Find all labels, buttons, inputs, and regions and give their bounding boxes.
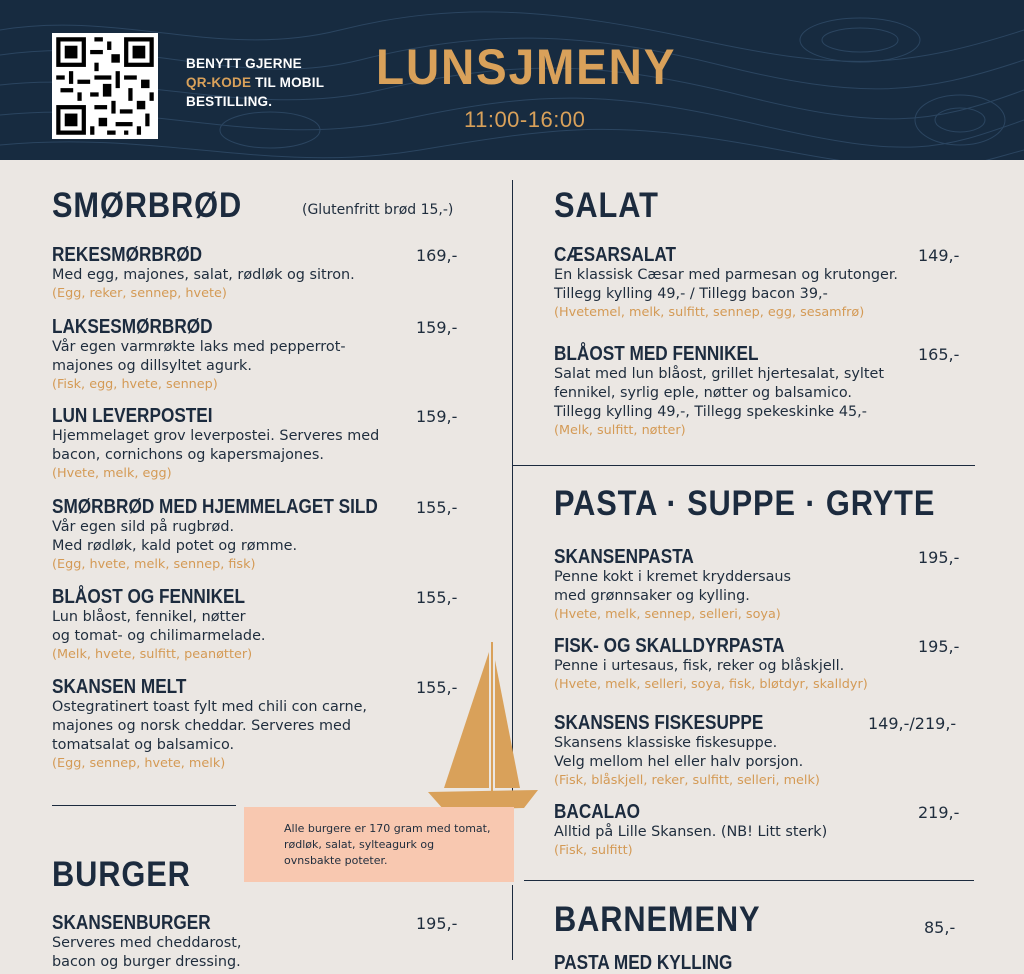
item-allergens: (Melk, sulfitt, nøtter) [554,423,686,438]
item-name: BLÅOST MED FENNIKEL [554,343,759,365]
item-price: 155,- [416,678,458,697]
item-allergens: (Hvete, melk, selleri, soya, fisk, bløtdyr, skalldyr) [554,677,868,692]
item-price: 165,- [918,345,960,364]
item-description: Skansens klassiske fiskesuppe. Velg mellom hel eller halv porsjon. [554,735,804,770]
menu-item-skansenburger [52,913,241,972]
menu-item-fiskesuppe [554,713,820,790]
menu-item-rekesmorbrod [52,245,355,303]
menu-item-laksesmorbrod [52,317,346,394]
section-title-burger: BURGER [52,855,191,894]
item-price: 149,- [918,246,960,265]
item-name: SKANSENPASTA [554,546,694,568]
section-title-salat: SALAT [554,186,659,225]
item-name: SMØRBRØD MED HJEMMELAGET SILD [52,496,378,518]
item-price: 159,- [416,407,458,426]
item-name: FISK- OG SKALLDYRPASTA [554,635,785,657]
section-title-smorbrod: SMØRBRØD [52,186,243,225]
menu-item-fisk-skalldyrpasta [554,636,868,694]
item-price: 219,- [918,803,960,822]
item-price: 195,- [918,548,960,567]
menu-item-caesarsalat [554,245,898,322]
item-name: PASTA MED KYLLING [554,952,733,974]
item-description: Vår egen varmrøkte laks med pepperrot- majones og dillsyltet agurk. [52,339,346,374]
menu-header [0,0,1024,160]
item-name: SKANSEN MELT [52,676,187,698]
item-description: En klassisk Cæsar med parmesan og krutonger. Tillegg kylling 49,- / Tillegg bacon 39,- [554,267,899,302]
item-description: Lun blåost, fennikel, nøtter og tomat- og chilimarmelade. [52,609,266,644]
menu-item-blaost-med-fennikel [554,344,884,440]
qr-instructions [186,54,356,111]
sailboat-illustration [420,640,540,815]
column-divider-top [512,180,513,470]
item-allergens: (Egg, sennep, hvete, melk) [52,756,226,771]
menu-item-skansenpasta [554,547,791,624]
qr-note-line2: TIL MOBIL [251,75,325,90]
item-description: Salat med lun blåost, grillet hjertesalat, syltet fennikel, syrlig eple, nøtter og balsamico. Tillegg kylling 49,-, Tillegg spekeskinke 45,- [554,366,885,420]
divider-pasta-barnemeny [524,880,974,881]
menu-item-skansen-melt [52,677,367,773]
item-allergens: (Hvetemel, melk, sulfitt, sennep, egg, sesamfrø) [554,305,865,320]
barnemeny-price: 85,- [924,918,956,937]
item-description: Alltid på Lille Skansen. (NB! Litt sterk) [554,824,828,840]
item-description: Penne i urtesaus, fisk, reker og blåskjell. [554,658,845,674]
item-name: SKANSENS FISKESUPPE [554,712,764,734]
item-name: BLÅOST OG FENNIKEL [52,586,246,608]
item-name: CÆSARSALAT [554,244,676,266]
item-name: LUN LEVERPOSTEI [52,405,213,427]
item-price: 155,- [416,588,458,607]
menu-item-blaost-fennikel [52,587,276,664]
qr-note-line1: BENYTT GJERNE [186,56,302,71]
item-allergens: (Melk, hvete, sulfitt, peanøtter) [52,647,253,662]
item-allergens: (Fisk, sulfitt) [554,843,633,858]
burger-info-text: Alle burgere er 170 gram med tomat, rødløk, salat, sylteagurk og ovnsbakte poteter. [284,822,491,867]
qr-note-line3: BESTILLING. [186,94,273,109]
gluten-free-note: (Glutenfritt brød 15,-) [302,202,454,218]
menu-item-lun-leverpostei [52,406,379,483]
item-allergens: (Fisk, egg, hvete, sennep) [52,377,218,392]
section-title-barnemeny: BARNEMENY [554,900,761,939]
item-description: Ostegratinert toast fylt med chili con carne, majones og norsk cheddar. Serveres med tomatsalat og balsamico. [52,699,367,753]
item-price: 195,- [416,914,458,933]
item-description: Serveres med cheddarost, bacon og burger dressing. [52,935,242,970]
menu-item-barnemeny-first [554,953,761,973]
item-description: Med egg, majones, salat, rødløk og sitron. [52,267,355,283]
menu-item-smorbrod-sild [52,497,431,574]
item-allergens: (Fisk, blåskjell, reker, sulfitt, selleri, melk) [554,773,820,788]
qr-note-accent: QR-KODE [186,75,252,90]
item-allergens: (Egg, reker, sennep, hvete) [52,286,227,301]
item-allergens: (Hvete, melk, egg) [52,466,172,481]
item-price: 155,- [416,498,458,517]
item-price: 169,- [416,246,458,265]
item-description: Hjemmelaget grov leverpostei. Serveres med bacon, cornichons og kapersmajones. [52,428,380,463]
item-price: 149,-/219,- [868,714,957,733]
item-allergens: (Egg, hvete, melk, sennep, fisk) [52,557,256,572]
page-title: LUNSJMENY [376,39,677,95]
item-name: BACALAO [554,801,640,823]
item-allergens: (Hvete, melk, sennep, selleri, soya) [554,607,781,622]
qr-code[interactable] [52,33,158,139]
item-name: SKANSENBURGER [52,912,211,934]
item-price: 195,- [918,637,960,656]
section-title-pasta: PASTA · SUPPE · GRYTE [554,484,936,523]
item-description: Penne kokt i kremet kryddersaus med grønnsaker og kylling. [554,569,792,604]
opening-hours: 11:00-16:00 [464,107,586,132]
divider-salat-pasta [512,465,975,466]
column-divider-bottom [512,885,513,960]
item-name: REKESMØRBRØD [52,244,203,266]
divider-smorbrod-burger [52,805,236,806]
item-description: Vår egen sild på rugbrød. Med rødløk, kald potet og rømme. [52,519,298,554]
burger-info-box [244,807,514,882]
item-name: LAKSESMØRBRØD [52,316,213,338]
menu-item-bacalao [554,802,827,860]
item-price: 159,- [416,318,458,337]
